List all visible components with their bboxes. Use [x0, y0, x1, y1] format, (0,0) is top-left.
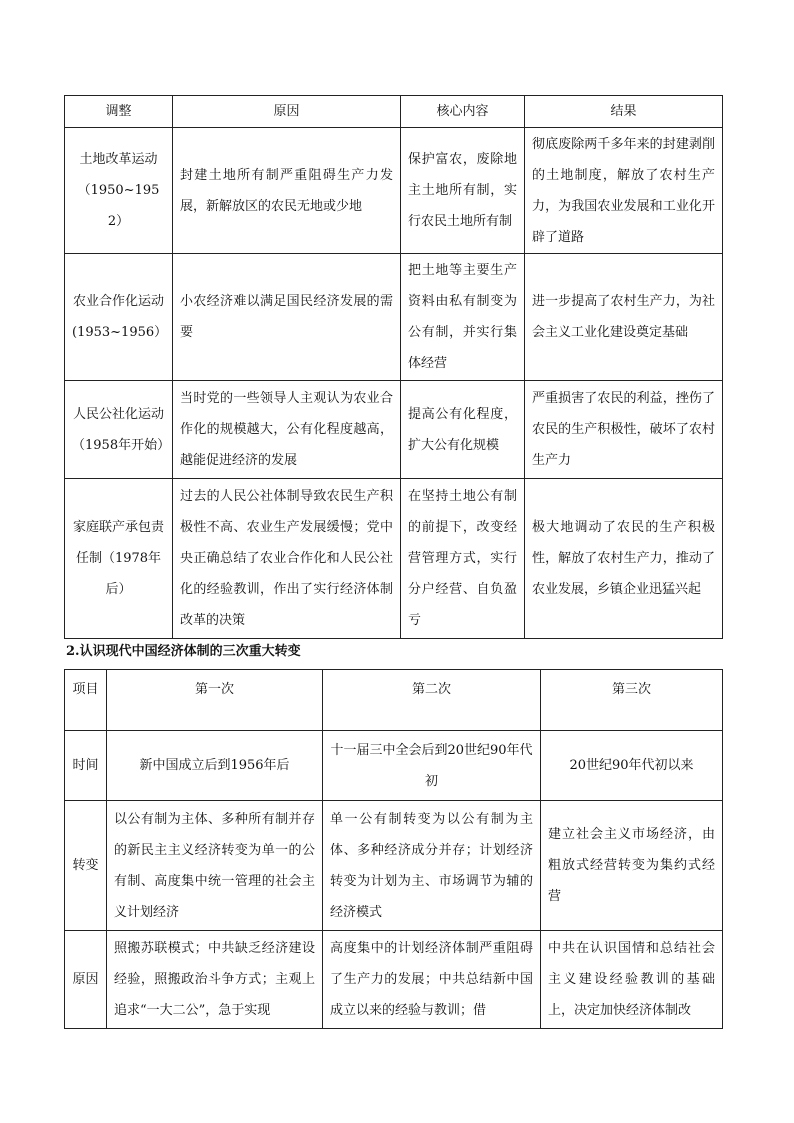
table-row — [65, 731, 723, 801]
header-second: 第二次 — [323, 670, 541, 731]
row-reason: 小农经济难以满足国民经济发展的需要 — [173, 254, 401, 381]
row-label: 原因 — [65, 931, 107, 1029]
row-label: 时间 — [65, 731, 107, 801]
row-third: 建立社会主义市场经济，由粗放式经营转变为集约式经营 — [541, 801, 723, 931]
table-row — [65, 128, 723, 254]
row-result: 进一步提高了农村生产力，为社会主义工业化建设奠定基础 — [525, 254, 723, 381]
row-adjustment: 农业合作化运动(1953~1956） — [65, 254, 173, 381]
table-header-row — [65, 96, 723, 128]
table-row — [65, 931, 723, 1029]
row-second: 十一届三中全会后到20世纪90年代初 — [323, 731, 541, 801]
row-result: 极大地调动了农民的生产积极性，解放了农村生产力，推动了农业发展，乡镇企业迅猛兴起 — [525, 479, 723, 639]
table-header-row — [65, 670, 723, 731]
economic-system-table — [64, 669, 723, 1029]
table-row — [65, 254, 723, 381]
row-core-content: 在坚持土地公有制的前提下，改变经营管理方式，实行分户经营、自负盈亏 — [401, 479, 525, 639]
header-core-content: 核心内容 — [401, 96, 525, 128]
header-first: 第一次 — [107, 670, 323, 731]
row-reason: 当时党的一些领导人主观认为农业合作化的规模越大，公有化程度越高，越能促进经济的发展 — [173, 381, 401, 479]
row-third: 20世纪90年代初以来 — [541, 731, 723, 801]
row-reason: 过去的人民公社体制导致农民生产积极性不高、农业生产发展缓慢；党中央正确总结了农业合作化和人民公社化的经验教训，作出了实行经济体制改革的决策 — [173, 479, 401, 639]
row-second: 高度集中的计划经济体制严重阻碍了生产力的发展；中共总结新中国成立以来的经验与教训；借 — [323, 931, 541, 1029]
header-result: 结果 — [525, 96, 723, 128]
header-third: 第三次 — [541, 670, 723, 731]
row-reason: 封建土地所有制严重阻碍生产力发展，新解放区的农民无地或少地 — [173, 128, 401, 254]
row-adjustment: 土地改革运动（1950~1952） — [65, 128, 173, 254]
header-item: 项目 — [65, 670, 107, 731]
row-core-content: 把土地等主要生产资料由私有制变为公有制，并实行集体经营 — [401, 254, 525, 381]
header-adjustment: 调整 — [65, 96, 173, 128]
row-result: 彻底废除两千多年来的封建剥削的土地制度，解放了农村生产力，为我国农业发展和工业化开辟了道路 — [525, 128, 723, 254]
row-first: 以公有制为主体、多种所有制并存的新民主主义经济转变为单一的公有制、高度集中统一管理的社会主义计划经济 — [107, 801, 323, 931]
row-second: 单一公有制转变为以公有制为主体、多种经济成分并存；计划经济转变为计划为主、市场调节为辅的经济模式 — [323, 801, 541, 931]
row-core-content: 保护富农，废除地主土地所有制，实行农民土地所有制 — [401, 128, 525, 254]
row-first: 新中国成立后到1956年后 — [107, 731, 323, 801]
row-core-content: 提高公有化程度，扩大公有化规模 — [401, 381, 525, 479]
table-row — [65, 381, 723, 479]
row-third: 中共在认识国情和总结社会主义建设经验教训的基础上，决定加快经济体制改 — [541, 931, 723, 1029]
row-first: 照搬苏联模式；中共缺乏经济建设经验，照搬政治斗争方式；主观上追求“一大二公”，急于实现 — [107, 931, 323, 1029]
land-reform-table — [64, 95, 723, 639]
table-row — [65, 479, 723, 639]
row-label: 转变 — [65, 801, 107, 931]
section-title: 2.认识现代中国经济体制的三次重大转变 — [66, 644, 301, 659]
header-reason: 原因 — [173, 96, 401, 128]
row-result: 严重损害了农民的利益，挫伤了农民的生产积极性，破坏了农村生产力 — [525, 381, 723, 479]
row-adjustment: 家庭联产承包责任制（1978年后） — [65, 479, 173, 639]
row-adjustment: 人民公社化运动（1958年开始） — [65, 381, 173, 479]
table-row — [65, 801, 723, 931]
